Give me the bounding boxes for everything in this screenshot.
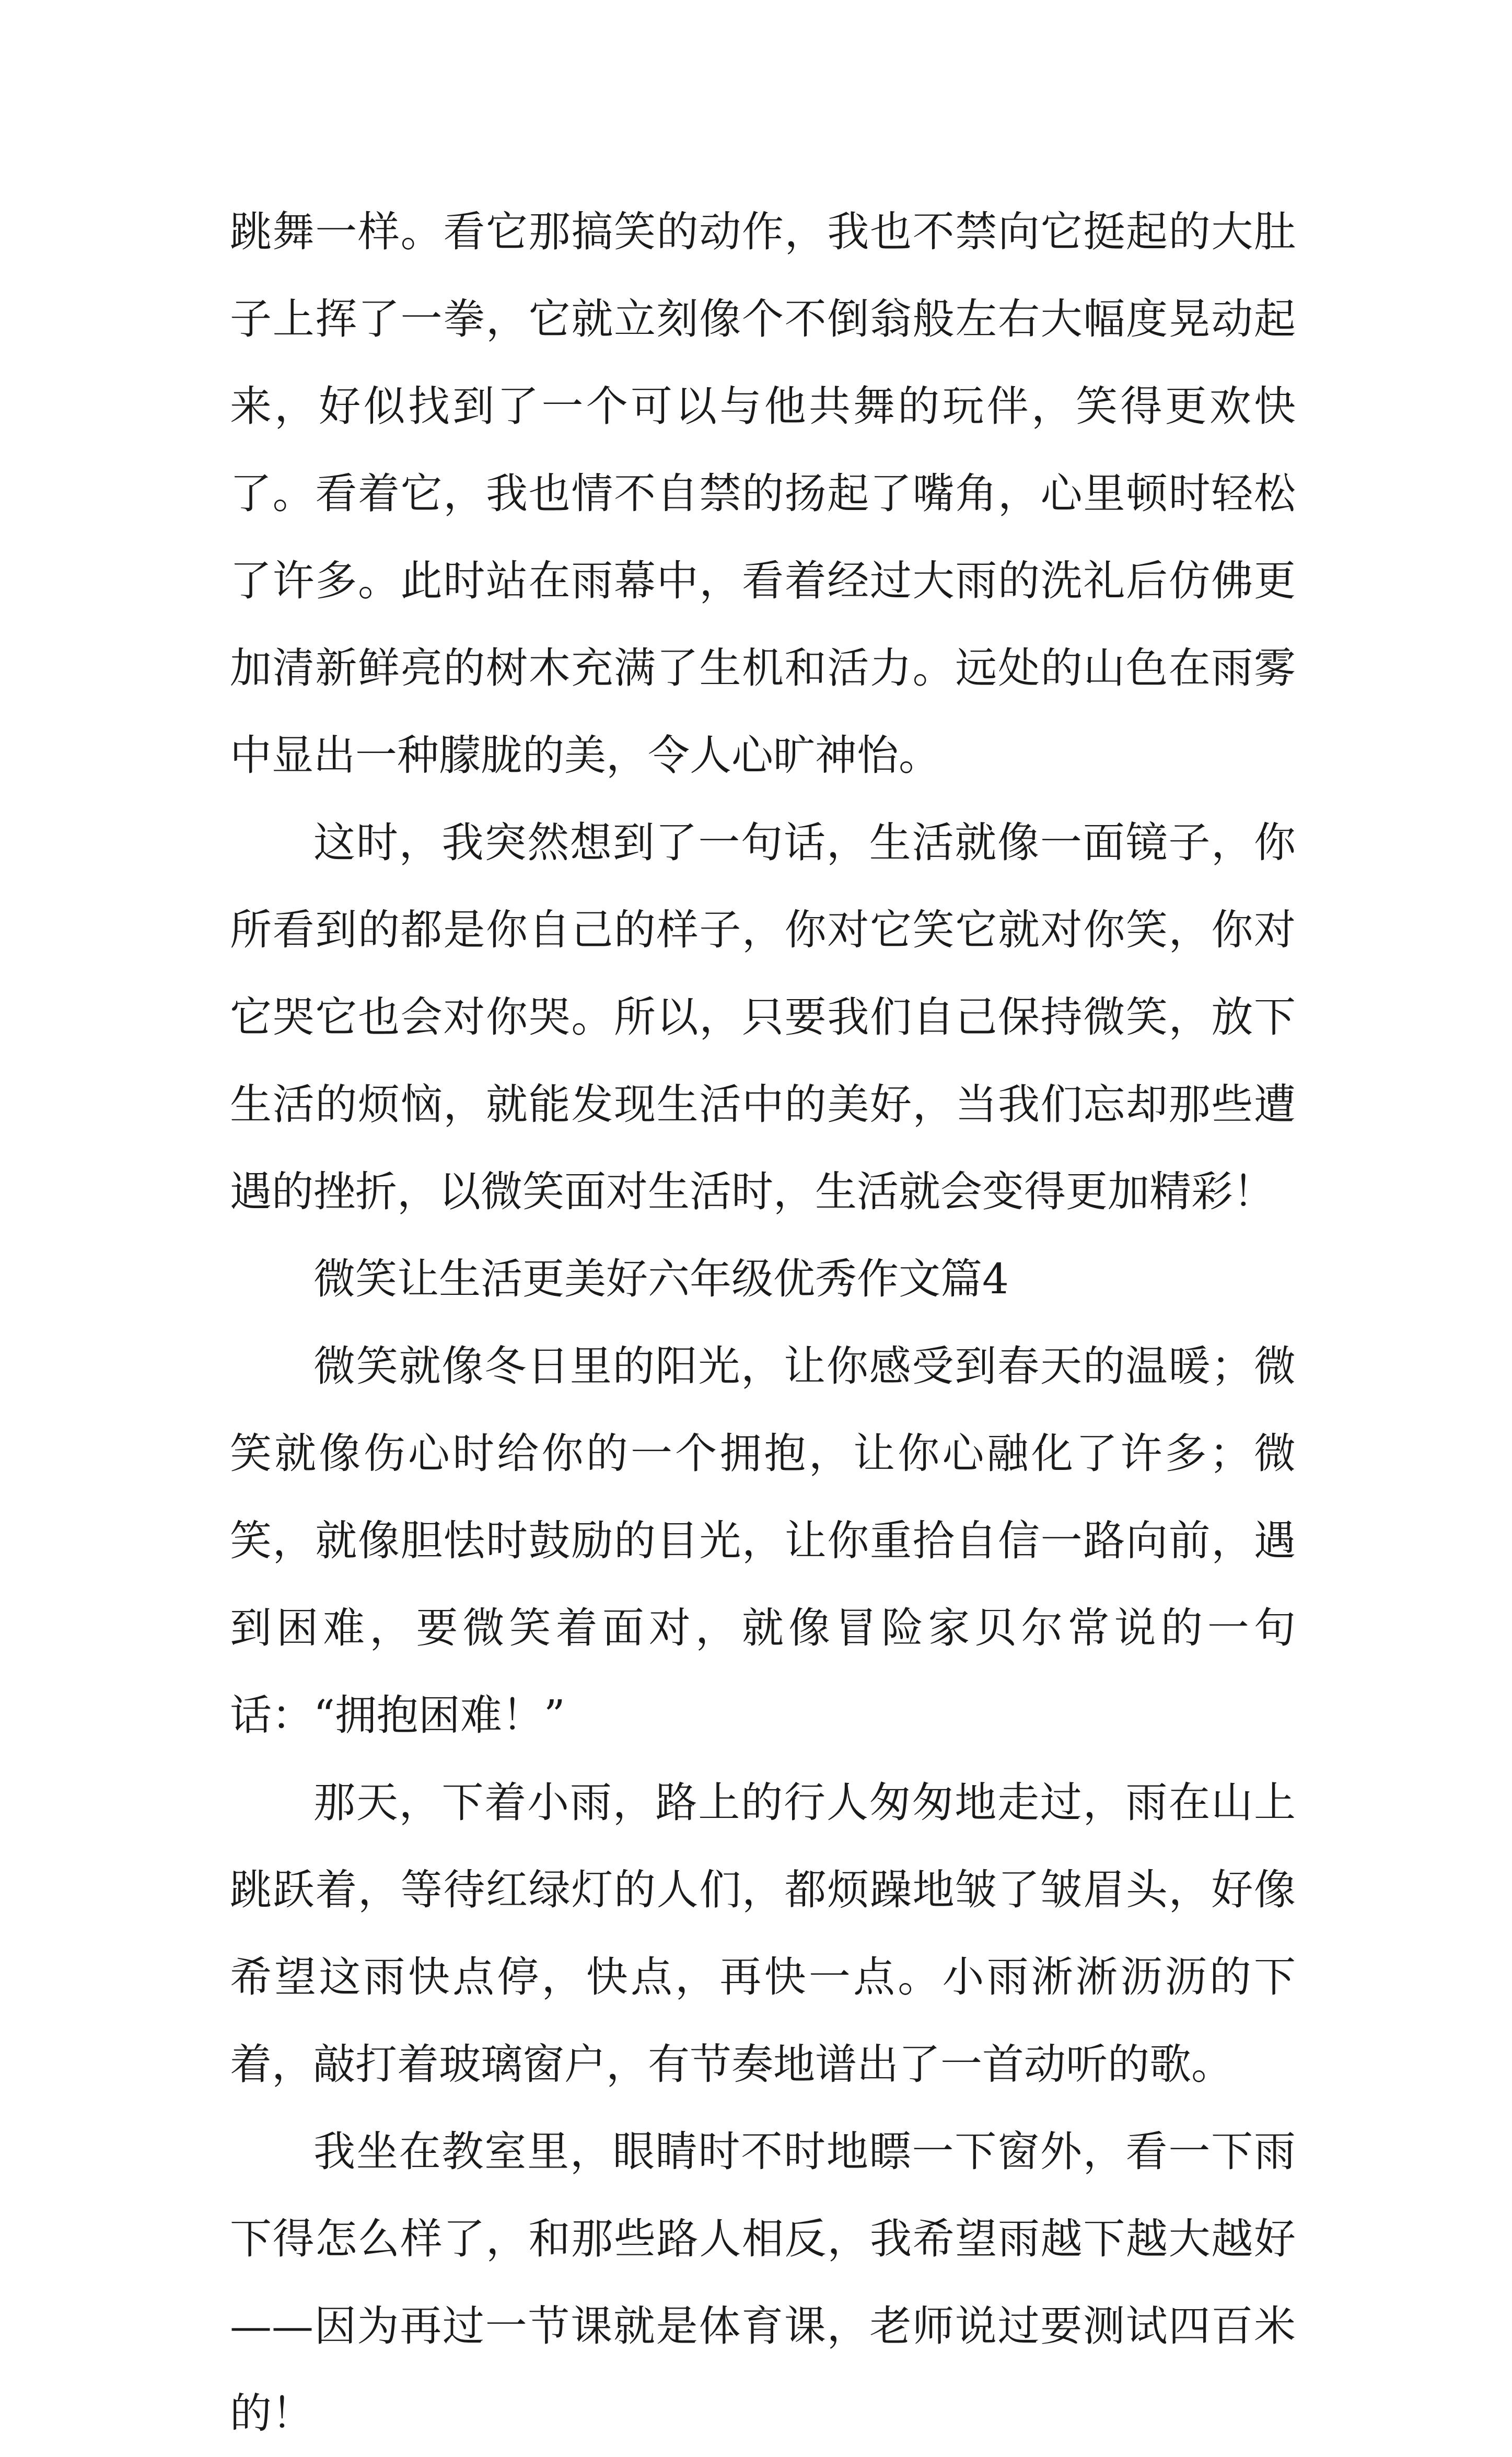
- paragraph-5: 我坐在教室里，眼睛时不时地瞟一下窗外，看一下雨下得怎么样了，和那些路人相反，我希望雨越下越大越好——因为再过一节课就是体育课，老师说过要测试四百米的！: [230, 2127, 1296, 2438]
- paragraph-1: 跳舞一样。看它那搞笑的动作，我也不禁向它挺起的大肚子上挥了一拳，它就立刻像个不倒翁般左右大幅度晃动起来，好似找到了一个可以与他共舞的玩伴，笑得更欢快了。看着它，我也情不自禁的扬起了嘴角，心里顿时轻松了许多。此时站在雨幕中，看着经过大雨的洗礼后仿佛更加清新鲜亮的树木充满了生机和活力。远处的山色在雨雾中显出一种朦胧的美，令人心旷神怡。: [230, 207, 1296, 780]
- paragraph-3: 微笑就像冬日里的阳光，让你感受到春天的温暖；微笑就像伤心时给你的一个拥抱，让你心融化了许多；微笑，就像胆怯时鼓励的目光，让你重拾自信一路向前，遇到困难，要微笑着面对，就像冒险家贝尔常说的一句话：“拥抱困难！”: [230, 1342, 1296, 1740]
- document-body: [230, 188, 1296, 2457]
- section-heading: 微笑让生活更美好六年级优秀作文篇4: [313, 1255, 1009, 1303]
- paragraph-2: 这时，我突然想到了一句话，生活就像一面镜子，你所看到的都是你自己的样子，你对它笑它就对你笑，你对它哭它也会对你哭。所以，只要我们自己保持微笑，放下生活的烦恼，就能发现生活中的美好，当我们忘却那些遭遇的挫折，以微笑面对生活时，生活就会变得更加精彩！: [230, 818, 1296, 1216]
- paragraph-4: 那天，下着小雨，路上的行人匆匆地走过，雨在山上跳跃着，等待红绿灯的人们，都烦躁地皱了皱眉头，好像希望这雨快点停，快点，再快一点。小雨淅淅沥沥的下着，敲打着玻璃窗户，有节奏地谱出了一首动听的歌。: [230, 1778, 1296, 2089]
